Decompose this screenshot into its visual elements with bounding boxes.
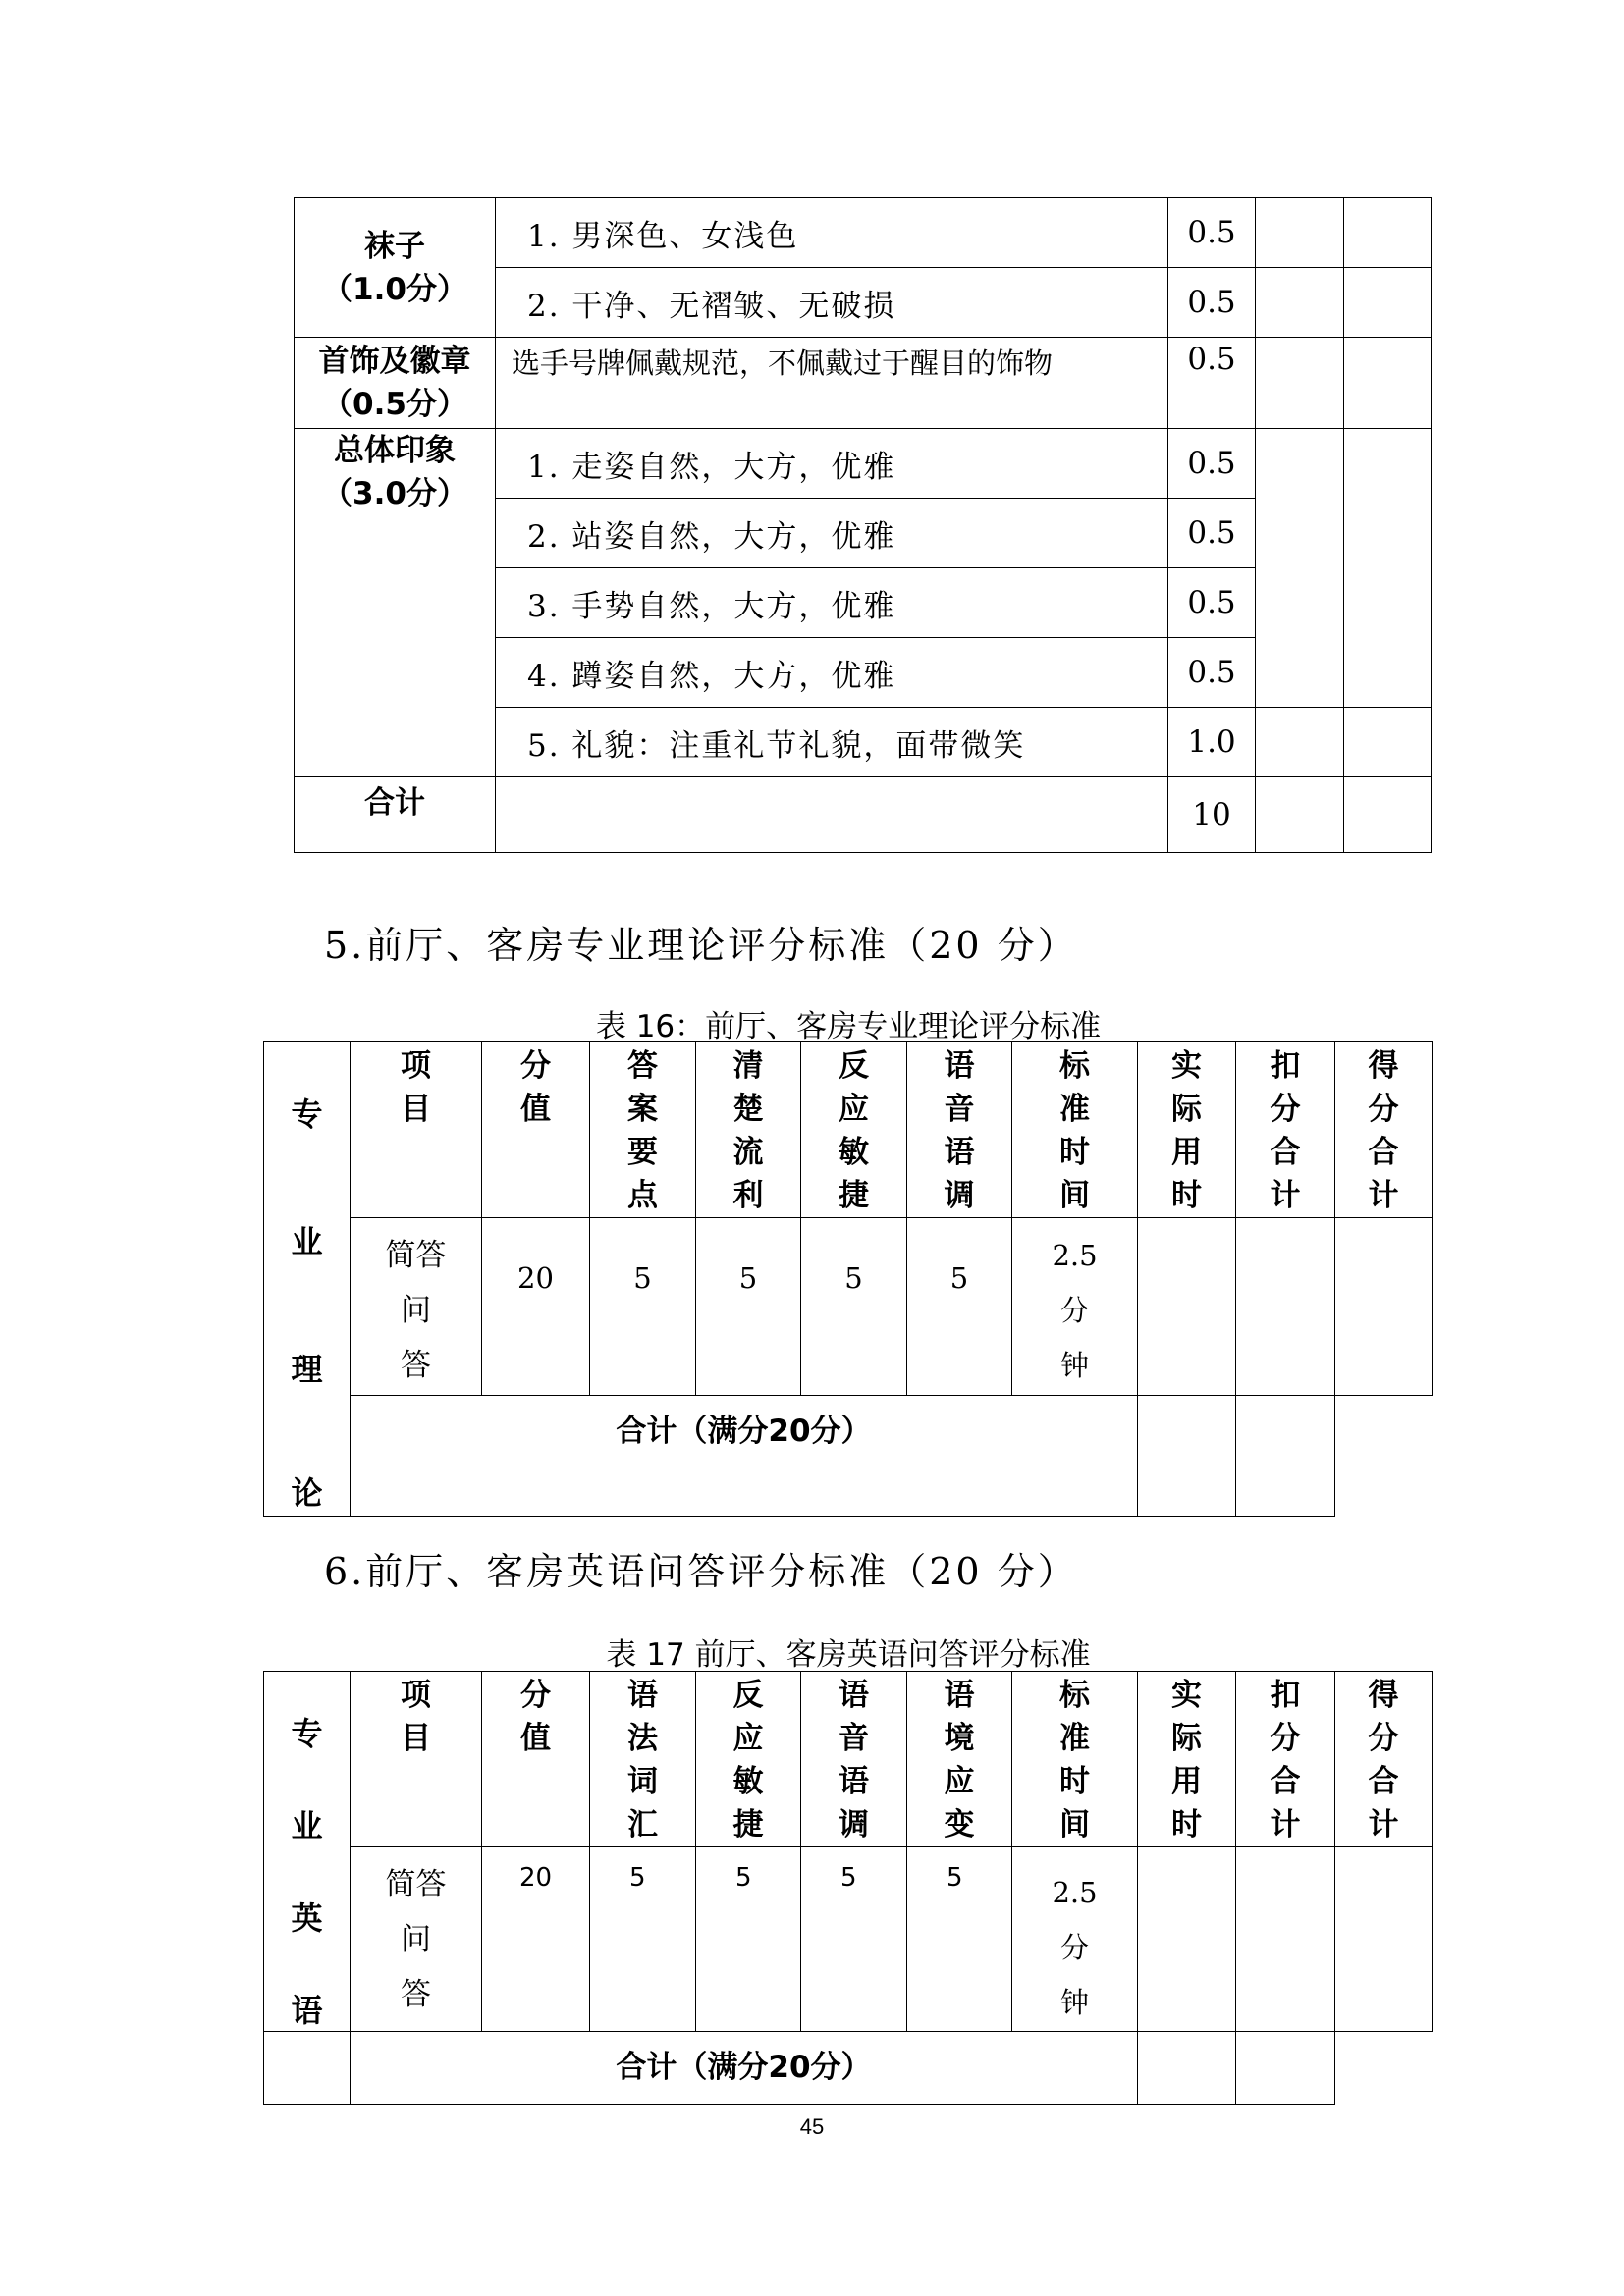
header-score-total: 得 分 合 计 bbox=[1335, 1042, 1433, 1218]
blank-cell bbox=[1335, 1218, 1433, 1396]
criterion: 4. 蹲姿自然，大方，优雅 bbox=[496, 638, 1168, 708]
criterion: 2. 站姿自然，大方，优雅 bbox=[496, 499, 1168, 568]
blank-cell bbox=[1256, 708, 1344, 777]
table-caption: 表 17 前厅、客房英语问答评分标准 bbox=[606, 1637, 1091, 1673]
header-pronunciation: 语 音 语 调 bbox=[801, 1672, 907, 1847]
value-pronunciation: 5 bbox=[801, 1847, 907, 2032]
criterion-score: 0.5 bbox=[1168, 338, 1256, 429]
total-label: 合计（满分20分） bbox=[351, 1396, 1138, 1517]
blank-cell bbox=[1256, 338, 1344, 429]
blank-cell bbox=[496, 777, 1168, 853]
blank-cell bbox=[1344, 777, 1432, 853]
category-overall bbox=[295, 429, 496, 777]
blank-cell bbox=[1344, 198, 1432, 268]
criterion: 5. 礼貌：注重礼节礼貌，面带微笑 bbox=[496, 708, 1168, 777]
blank-cell bbox=[1138, 1847, 1236, 2032]
header-pronunciation: 语 音 语 调 bbox=[907, 1042, 1012, 1218]
criterion-score: 0.5 bbox=[1168, 499, 1256, 568]
category-points: （0.5分） bbox=[322, 387, 467, 422]
blank-cell bbox=[1138, 1396, 1236, 1517]
total-score: 10 bbox=[1168, 777, 1256, 853]
value-fluency: 5 bbox=[696, 1218, 801, 1396]
table-caption: 表 16：前厅、客房专业理论评分标准 bbox=[595, 1009, 1102, 1044]
criterion: 选手号牌佩戴规范，不佩戴过于醒目的饰物 bbox=[496, 338, 1168, 429]
blank-cell bbox=[1335, 1847, 1433, 2032]
side-label: 专 业 英 语 bbox=[264, 1672, 351, 2032]
value-key-points: 5 bbox=[590, 1218, 696, 1396]
grooming-score-table bbox=[294, 197, 1432, 853]
value-score: 20 bbox=[482, 1847, 590, 2032]
blank-cell bbox=[1344, 338, 1432, 429]
section-heading: 6.前厅、客房英语问答评分标准（20 分） bbox=[324, 1550, 1078, 1593]
criterion-score: 0.5 bbox=[1168, 198, 1256, 268]
criterion-score: 0.5 bbox=[1168, 568, 1256, 638]
header-actual-time: 实 际 用 时 bbox=[1138, 1042, 1236, 1218]
header-adaptability: 语 境 应 变 bbox=[907, 1672, 1012, 1847]
header-deduction-total: 扣 分 合 计 bbox=[1236, 1042, 1335, 1218]
value-standard-time: 2.5 分 钟 bbox=[1012, 1218, 1138, 1396]
criterion: 1. 走姿自然，大方，优雅 bbox=[496, 429, 1168, 499]
item-short-answer: 简答 问 答 bbox=[351, 1847, 482, 2032]
value-grammar: 5 bbox=[590, 1847, 696, 2032]
header-item: 项 目 bbox=[351, 1042, 482, 1218]
header-responsiveness: 反 应 敏 捷 bbox=[801, 1042, 907, 1218]
criterion: 1. 男深色、女浅色 bbox=[496, 198, 1168, 268]
category-label: 首饰及徽章 bbox=[318, 344, 471, 379]
category-socks bbox=[295, 198, 496, 338]
side-label: 专 业 理 论 bbox=[264, 1042, 351, 1517]
value-pronunciation: 5 bbox=[907, 1218, 1012, 1396]
criterion-score: 0.5 bbox=[1168, 429, 1256, 499]
header-actual-time: 实 际 用 时 bbox=[1138, 1672, 1236, 1847]
header-item: 项 目 bbox=[351, 1672, 482, 1847]
blank-cell bbox=[1236, 1218, 1335, 1396]
category-points: （1.0分） bbox=[322, 271, 467, 307]
header-score: 分 值 bbox=[482, 1042, 590, 1218]
blank-cell bbox=[1236, 2032, 1335, 2105]
blank-cell bbox=[1256, 777, 1344, 853]
header-fluency: 清 楚 流 利 bbox=[696, 1042, 801, 1218]
criterion: 2. 干净、无褶皱、无破损 bbox=[496, 268, 1168, 338]
header-score: 分 值 bbox=[482, 1672, 590, 1847]
english-score-table bbox=[263, 1671, 1433, 2105]
value-responsiveness: 5 bbox=[696, 1847, 801, 2032]
category-jewelry bbox=[295, 338, 496, 429]
blank-cell bbox=[1256, 268, 1344, 338]
page-number: 45 bbox=[799, 2114, 825, 2139]
value-responsiveness: 5 bbox=[801, 1218, 907, 1396]
blank-cell bbox=[1344, 429, 1432, 708]
blank-cell bbox=[1256, 198, 1344, 268]
blank-cell bbox=[264, 2032, 351, 2105]
criterion-score: 0.5 bbox=[1168, 638, 1256, 708]
total-label: 合计（满分20分） bbox=[351, 2032, 1138, 2105]
blank-cell bbox=[1138, 1218, 1236, 1396]
blank-cell bbox=[1236, 1847, 1335, 2032]
blank-cell bbox=[1138, 2032, 1236, 2105]
blank-cell bbox=[1344, 268, 1432, 338]
item-short-answer: 简答 问 答 bbox=[351, 1218, 482, 1396]
header-score-total: 得 分 合 计 bbox=[1335, 1672, 1433, 1847]
blank-cell bbox=[1236, 1396, 1335, 1517]
total-label: 合计 bbox=[295, 777, 496, 853]
value-adaptability: 5 bbox=[907, 1847, 1012, 2032]
category-label: 总体印象 bbox=[334, 433, 456, 468]
header-standard-time: 标 准 时 间 bbox=[1012, 1672, 1138, 1847]
value-score: 20 bbox=[482, 1218, 590, 1396]
header-standard-time: 标 准 时 间 bbox=[1012, 1042, 1138, 1218]
header-grammar: 语 法 词 汇 bbox=[590, 1672, 696, 1847]
theory-score-table bbox=[263, 1041, 1433, 1517]
criterion: 3. 手势自然，大方，优雅 bbox=[496, 568, 1168, 638]
blank-cell bbox=[1344, 708, 1432, 777]
value-standard-time: 2.5 分 钟 bbox=[1012, 1847, 1138, 2032]
section-heading: 5.前厅、客房专业理论评分标准（20 分） bbox=[324, 924, 1078, 967]
criterion-score: 0.5 bbox=[1168, 268, 1256, 338]
category-points: （3.0分） bbox=[322, 476, 467, 511]
criterion-score: 1.0 bbox=[1168, 708, 1256, 777]
category-label: 袜子 bbox=[364, 228, 425, 264]
header-deduction-total: 扣 分 合 计 bbox=[1236, 1672, 1335, 1847]
blank-cell bbox=[1256, 429, 1344, 708]
header-key-points: 答 案 要 点 bbox=[590, 1042, 696, 1218]
header-responsiveness: 反 应 敏 捷 bbox=[696, 1672, 801, 1847]
